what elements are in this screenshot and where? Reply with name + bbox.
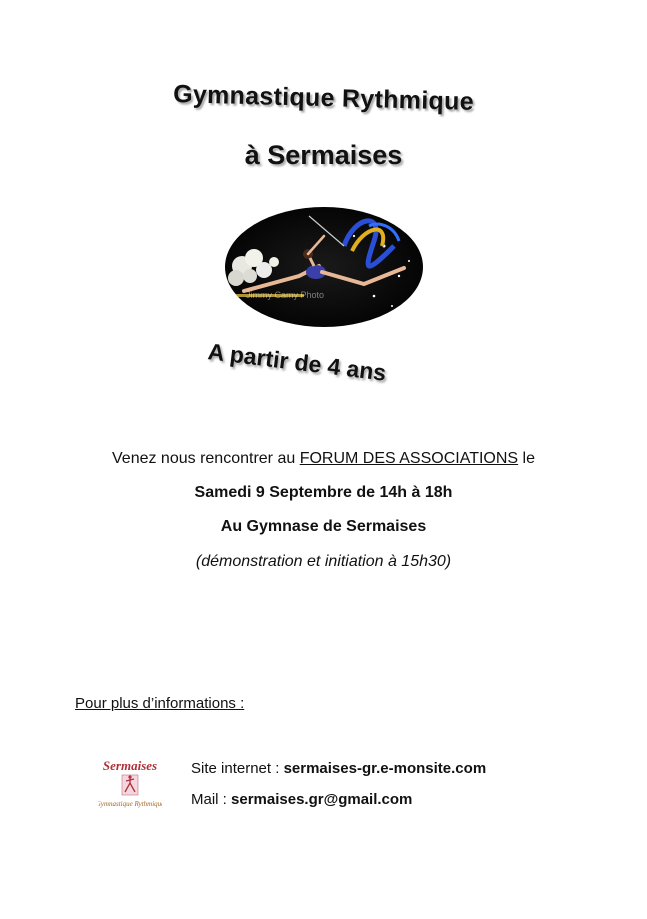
- gymnast-photo-image: [224, 206, 424, 328]
- event-date: Samedi 9 Septembre de 14h à 18h: [194, 484, 453, 501]
- event-intro-end: le: [518, 450, 535, 467]
- forum-link: FORUM DES ASSOCIATIONS: [299, 450, 519, 467]
- title-line-1: Gymnastique Rythmique: [172, 80, 475, 116]
- club-logo: [98, 756, 162, 812]
- photo-watermark: Jimmy Camy Photo: [246, 290, 325, 300]
- club-logo-image: [98, 756, 162, 812]
- event-demo: (démonstration et initiation à 15h30): [195, 553, 452, 570]
- event-intro: [0, 450, 647, 468]
- email-link[interactable]: sermaises.gr@gmail.com: [231, 791, 413, 808]
- website-label: Site internet :: [191, 760, 284, 777]
- email-line: [191, 791, 412, 808]
- event-venue: Au Gymnase de Sermaises: [220, 518, 427, 535]
- gymnast-photo: [224, 206, 424, 328]
- title-line-2: à Sermaises: [244, 140, 403, 170]
- logo-bottom-text: Gymnastique Rythmique: [98, 800, 162, 808]
- event-intro-text: Venez nous rencontrer au: [112, 450, 300, 467]
- website-link[interactable]: sermaises-gr.e-monsite.com: [283, 760, 487, 777]
- logo-top-text: Sermaises: [102, 758, 158, 773]
- more-info-heading: Pour plus d’informations :: [75, 695, 245, 712]
- email-label: Mail :: [191, 791, 232, 808]
- website-line: [191, 760, 486, 777]
- age-tagline: A partir de 4 ans: [206, 338, 388, 386]
